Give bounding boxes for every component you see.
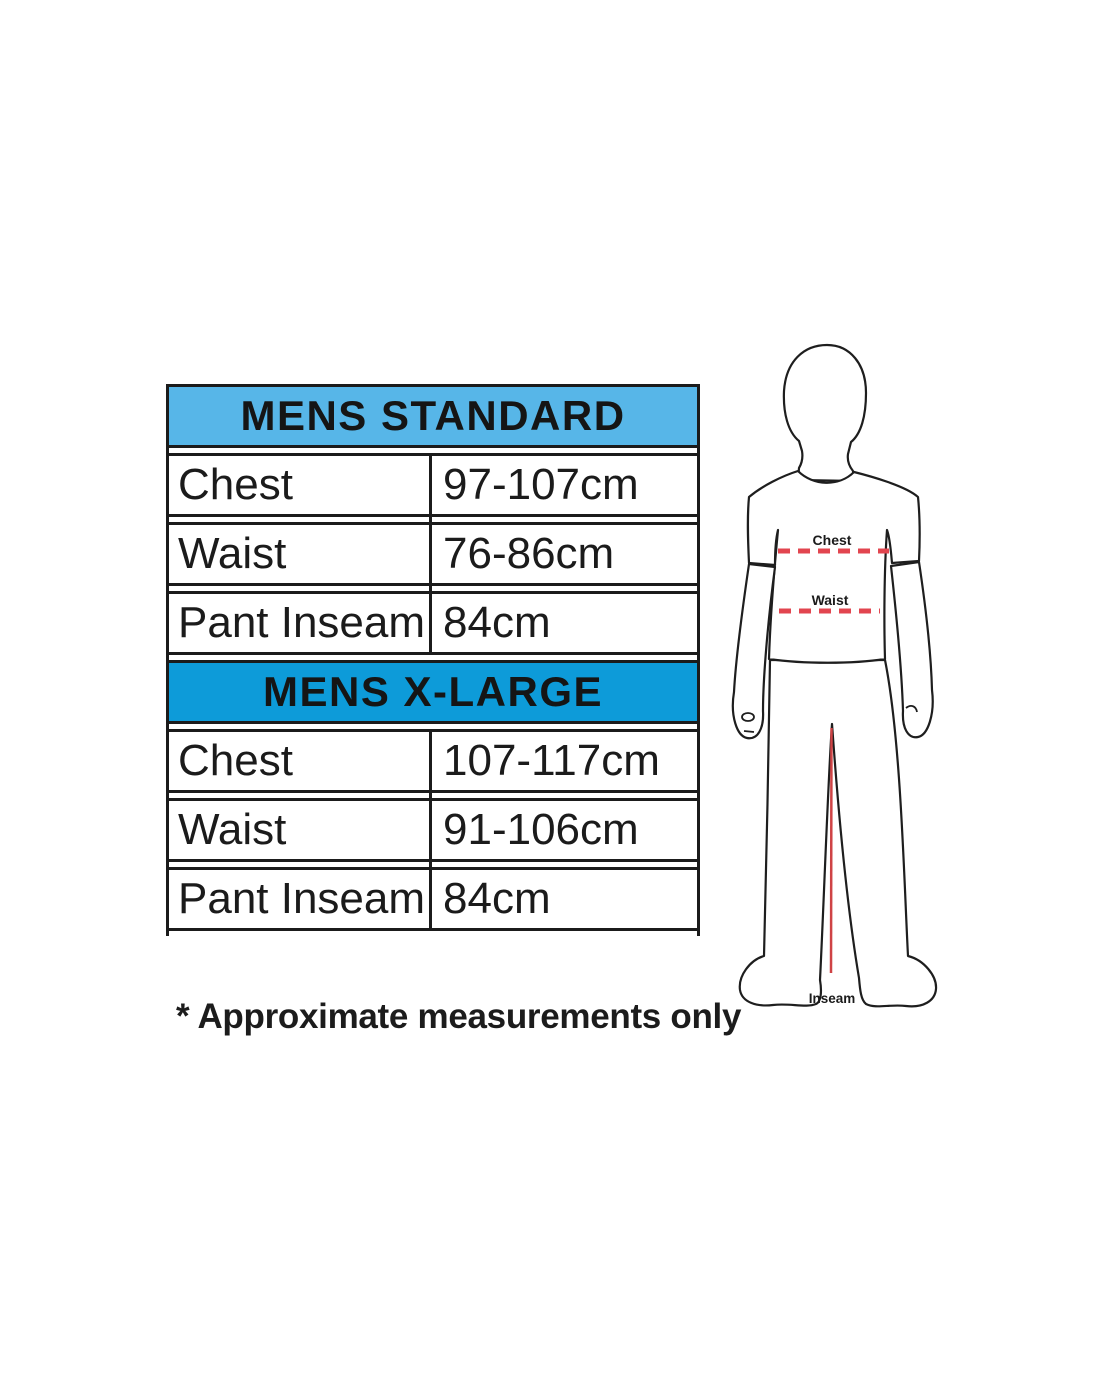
body-measurement-figure	[718, 340, 1000, 1020]
table-row	[169, 591, 697, 655]
row-label: Pant Inseam	[178, 874, 426, 923]
table-header-mens-standard: MENS STANDARD	[169, 384, 697, 448]
size-table	[166, 384, 700, 936]
column-divider	[429, 729, 432, 931]
table-row	[169, 798, 697, 862]
row-label: Chest	[178, 736, 293, 785]
rows-group-mens-x-large	[169, 729, 697, 931]
column-divider	[429, 453, 432, 655]
row-label: Waist	[178, 805, 287, 854]
row-label: Waist	[178, 529, 287, 578]
inseam-label: Inseam	[808, 991, 856, 1006]
waist-label: Waist	[811, 592, 849, 608]
table-row	[169, 729, 697, 793]
row-value: 107-117cm	[443, 736, 660, 785]
row-label: Pant Inseam	[178, 598, 426, 647]
row-value: 76-86cm	[443, 529, 615, 578]
rows-group-mens-standard	[169, 453, 697, 655]
figure-right-arm	[891, 562, 933, 737]
row-label: Chest	[178, 460, 293, 509]
approx-note: * Approximate measurements only	[176, 997, 742, 1036]
row-value: 84cm	[443, 874, 551, 923]
table-row	[169, 453, 697, 517]
row-value: 84cm	[443, 598, 551, 647]
table-row	[169, 867, 697, 931]
row-value: 97-107cm	[443, 460, 639, 509]
inseam-measure-line	[831, 728, 832, 973]
chest-label: Chest	[812, 532, 852, 548]
table-header-mens-x-large: MENS X-LARGE	[169, 660, 697, 724]
row-value: 91-106cm	[443, 805, 639, 854]
figure-head	[784, 345, 866, 481]
table-row	[169, 522, 697, 586]
left-hand-detail-line	[744, 731, 754, 732]
